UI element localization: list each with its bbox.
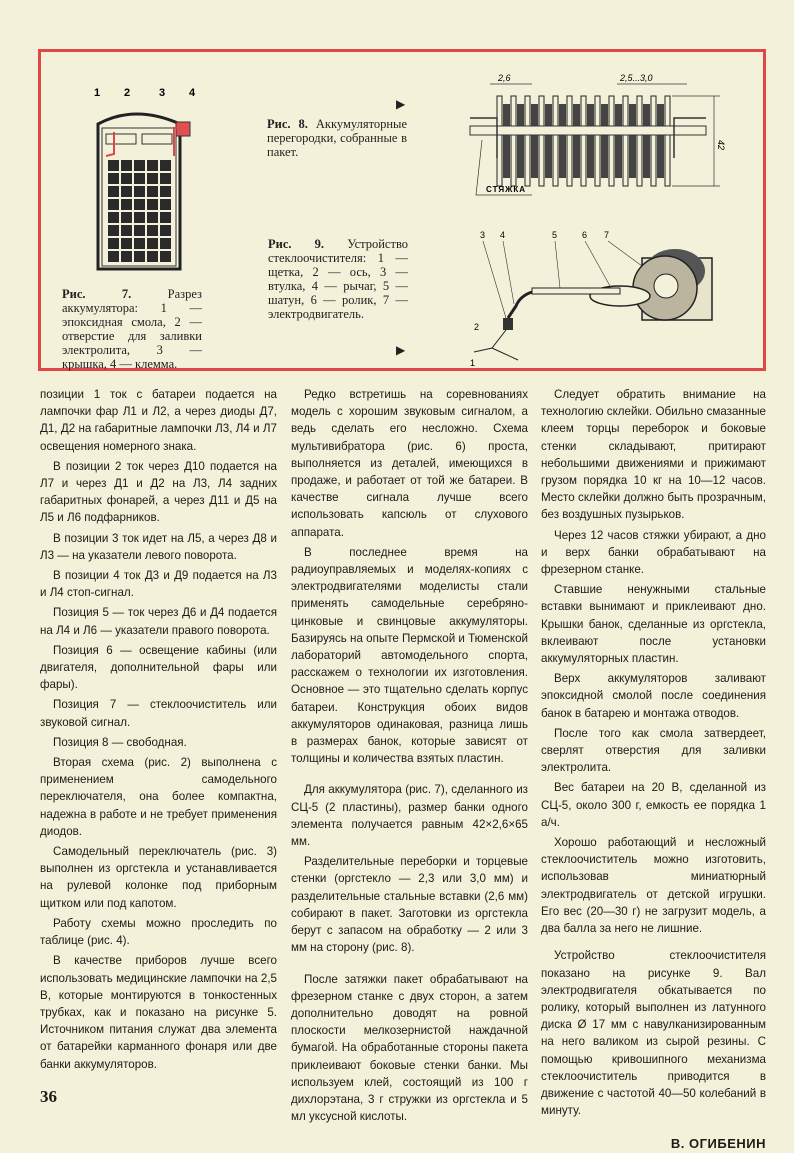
page-number: 36	[40, 1086, 57, 1106]
plate-cell	[147, 160, 158, 171]
plate-cell	[121, 251, 132, 262]
plate-insert	[545, 104, 552, 178]
plate-cell	[121, 225, 132, 236]
arrow-right-icon: ▶	[396, 97, 406, 111]
plate-insert	[601, 104, 608, 178]
caption-text: Разрез аккумулятора: 1 — эпоксидная смола, 2 — отверстие для заливки электролита, 3 — крышка, 4 — клемма.	[62, 287, 202, 371]
fig9-label-4: 4	[500, 230, 506, 240]
plate-insert	[657, 104, 664, 178]
plate-cell	[121, 173, 132, 184]
paragraph: В последнее время на радиоуправляемых и моделях-копиях с электродвигателями моделисты стали применять самодельные серебряно-цинковые и свинцовые аккумуляторы. Базируясь на опыте Пермской и Тюменской лабораторий автомодельного спорта, расскажем о технологии их изготовления. Основное — это тщательно сделать корпус батареи. Конструкция обоих видов аккумуляторов одинаковая, разница лишь в размерах банок, которые зависят от толщины и количества взятых пластин.	[291, 545, 528, 766]
plate-cell	[160, 251, 171, 262]
plate-cell	[134, 225, 145, 236]
text-column-2	[291, 386, 528, 1128]
fig9-label-6: 6	[582, 230, 588, 240]
plate-cell	[134, 238, 145, 249]
plate-cell	[121, 238, 132, 249]
plate-cell	[147, 238, 158, 249]
plate-cell	[160, 212, 171, 223]
plate-cell	[108, 225, 119, 236]
plate-insert	[615, 104, 622, 178]
dim-height-label: 42	[716, 140, 726, 151]
battery-plates-grid	[108, 160, 171, 262]
tie-label: СТЯЖКА	[486, 185, 526, 194]
fig9-label-3: 3	[480, 230, 486, 240]
paragraph: После того как смола затвердеет, сверлят отверстия для заливки электролита.	[541, 726, 766, 775]
plate-wall	[595, 96, 600, 186]
paragraph: Позиция 5 — ток через Д6 и Д4 подается на Л4 и Л6 — указатели правого поворота.	[40, 606, 277, 637]
plate-wall	[651, 96, 656, 186]
paragraph: Через 12 часов стяжки убирают, а дно и верх банки обрабатывают на фрезерном станке.	[541, 528, 766, 577]
plate-cell	[134, 186, 145, 197]
author-byline: В. ОГИБЕНИН	[670, 1136, 766, 1152]
fig9-label-5: 5	[552, 230, 558, 240]
paragraph: Разделительные переборки и торцевые стенки (оргстекло — 2,3 или 3,0 мм) и разделительные стальные вставки (2,6 мм) собирают в пакет. Заготовки из оргстекла берут с запасом на обработку — 2 или 3 мм на сторону (рис. 8).	[291, 855, 528, 955]
plate-cell	[108, 212, 119, 223]
plate-cell	[160, 186, 171, 197]
plate-cell	[121, 199, 132, 210]
plate-cell	[160, 160, 171, 171]
paragraph: Самодельный переключатель (рис. 3) выполнен из оргстекла и устанавливается на рулевой колонке под приборным щитком или под капотом.	[40, 845, 277, 910]
figure-7-battery-section	[80, 84, 200, 284]
plate-insert	[573, 104, 580, 178]
paragraph: Позиция 6 — освещение кабины (или двигателя, дополнительной фары или фары).	[40, 643, 277, 692]
caption-head: Рис. 7.	[62, 287, 132, 301]
caption-head: Рис. 9.	[268, 237, 325, 251]
paragraph: Для аккумулятора (рис. 7), сделанного из СЦ-5 (2 пластины), размер банки одного элемента получается равным 42×2,6×65 мм.	[291, 783, 528, 849]
fig7-label-2: 2	[124, 87, 131, 99]
plate-wall	[665, 96, 670, 186]
paragraph: Позиция 7 — стеклоочиститель или звуковой сигнал.	[40, 698, 277, 729]
fig9-label-7: 7	[604, 230, 610, 240]
figure-9-caption	[268, 237, 408, 321]
paragraph: Работу схемы можно проследить по таблице (рис. 4).	[40, 916, 277, 948]
paragraph: Ставшие ненужными стальные вставки вынимают и приклеивают дно. Крышки банок, сделанные из оргстекла, вклеивают после установки аккумуляторных пластин.	[541, 583, 766, 666]
paragraph: Верх аккумуляторов заливают эпоксидной смолой после соединения банок в батарею и монтажа отводов.	[541, 672, 766, 720]
plate-cell	[160, 199, 171, 210]
fig7-label-4: 4	[189, 87, 196, 99]
plate-wall	[609, 96, 614, 186]
plate-insert	[517, 104, 524, 178]
paragraph: После затяжки пакет обрабатывают на фрезерном станке с двух сторон, а затем дополнительно доводят на ровной плоскости мелкозернистой наждачной бумагой. На обработанные стороны пакета приклеивают боковые стенки банки. Мы используем клей, состоящий из 100 г дихлорэтана, 3 г стружки из оргстекла и 5 мл уксусной кислоты.	[291, 972, 528, 1124]
plate-insert	[503, 104, 510, 178]
plate-insert	[531, 104, 538, 178]
paragraph: Позиция 8 — свободная.	[53, 735, 187, 749]
plate-wall	[511, 96, 516, 186]
plate-cell	[108, 160, 119, 171]
figure-7-caption	[62, 287, 202, 371]
plate-insert	[587, 104, 594, 178]
paragraph: Вторая схема (рис. 2) выполнена с применением самодельного переключателя, она более компактна, надежна в работе и не требует применения диодов.	[40, 756, 277, 838]
plate-wall	[567, 96, 572, 186]
caption-head: Рис. 8.	[267, 117, 308, 131]
text-column-3	[541, 386, 766, 1153]
paragraph: Следует обратить внимание на технологию склейки. Обильно смазанные клеем торцы переборок и боковые стенки складывают, притирают небольшими движениями и прижимают грузом порядка 10 кг на 10—12 часов. Место склейки должно быть прозрачным, без воздушных пузырьков.	[541, 388, 766, 522]
plate-wall	[623, 96, 628, 186]
plate-cell	[134, 173, 145, 184]
plate-cell	[134, 160, 145, 171]
plate-cell	[160, 225, 171, 236]
paragraph: Устройство стеклоочистителя показано на рисунке 9. Вал электродвигателя обкатывается по ролику, который выполнен из латунного диска Ø 17 мм с навулканизированным на него валиком из сырой резины. С помощью кривошипного механизма стеклоочиститель приводится в движение с частотой 40—50 колебаний в минуту.	[541, 949, 766, 1118]
fig7-label-1: 1	[94, 87, 101, 99]
plate-cell	[147, 186, 158, 197]
plate-cell	[147, 225, 158, 236]
dim-left-label: 2,6	[498, 73, 511, 83]
plate-wall	[637, 96, 642, 186]
paragraph: Редко встретишь на соревнованиях модель с хорошим звуковым сигналом, а ведь сделать его несложно. Схема мультивибратора (рис. 6) проста, выполняется из деталей, имеющихся в продаже, и работает от той же батареи. В качестве сигнала лучше всего использовать капсюль от слухового аппарата.	[291, 388, 528, 539]
figure-8-caption	[267, 117, 407, 159]
plate-cell	[134, 199, 145, 210]
plate-cell	[160, 173, 171, 184]
plate-wall	[525, 96, 530, 186]
plate-cell	[108, 173, 119, 184]
paragraph: Вес батареи на 20 В, сделанной из СЦ-5, около 300 г, емкость ее порядка 1 а/ч.	[541, 781, 766, 829]
plate-cell	[108, 186, 119, 197]
plate-cell	[108, 238, 119, 249]
plate-wall	[581, 96, 586, 186]
figure-8-plate-pack	[462, 70, 732, 210]
paragraph: В позиции 4 ток Д3 и Д9 подается на Л3 и Л4 стоп-сигнал.	[40, 569, 277, 600]
paragraph: В позиции 3 ток идет на Л5, а через Д8 и Л3 — на указатели левого поворота.	[40, 531, 277, 562]
fig9-label-1: 1	[470, 358, 476, 368]
plate-insert	[643, 104, 650, 178]
plate-cell	[160, 238, 171, 249]
plate-cell	[121, 186, 132, 197]
plate-cell	[108, 251, 119, 262]
plate-wall	[539, 96, 544, 186]
caption-text: Аккумуляторные перегородки, собранные в пакет.	[267, 117, 408, 159]
plate-cell	[147, 212, 158, 223]
plate-cell	[108, 199, 119, 210]
text-column-1	[40, 386, 277, 1107]
plate-cell	[134, 212, 145, 223]
plate-cell	[121, 212, 132, 223]
plate-cell	[147, 199, 158, 210]
plate-cell	[134, 251, 145, 262]
caption-text: Устройство стеклоочистителя: 1 — щетка, 2 — ось, 3 — втулка, 4 — рычаг, 5 — шатун, 6 — ролик, 7 — электродвигатель.	[268, 237, 409, 321]
plate-cell	[121, 160, 132, 171]
paragraph: позиции 1 ток с батареи подается на лампочки фар Л1 и Л2, а через диоды Д7, Д1, Д2 на габаритные лампочки Л3, Л4 и Л7 освещения номерного знака.	[40, 388, 277, 453]
arrow-right-icon: ▶	[396, 343, 406, 357]
paragraph: В позиции 2 ток через Д10 подается на Л7 и через Д1 и Д2 на Л3, Л4 задних габаритных фонарей, а через Д11 и Д5 на Л5 и Л6 подфарников.	[40, 459, 277, 525]
paragraph: В качестве приборов лучше всего использовать медицинские лампочки на 2,5 В, которые монтируются в тонкостенных трубках, как и показано на рисунке 5. Источником питания служат два элемента от батарейки карманного фонаря или две банки аккумуляторов.	[40, 954, 277, 1071]
plate-cell	[147, 173, 158, 184]
plates	[497, 96, 670, 186]
fig9-label-2: 2	[474, 322, 480, 332]
plate-insert	[629, 104, 636, 178]
paragraph: Хорошо работающий и несложный стеклоочиститель можно изготовить, использовав миниатюрный электродвигатель от детской игрушки. Его вес (20—30 г) не загрузит модель, а два балла за него не лишние.	[541, 836, 766, 936]
plate-insert	[559, 104, 566, 178]
figure-9-wiper-mechanism	[466, 226, 730, 368]
dim-right-label: 2,5...3,0	[620, 73, 653, 83]
fig7-label-3: 3	[159, 87, 166, 99]
plate-wall	[553, 96, 558, 186]
plate-cell	[147, 251, 158, 262]
